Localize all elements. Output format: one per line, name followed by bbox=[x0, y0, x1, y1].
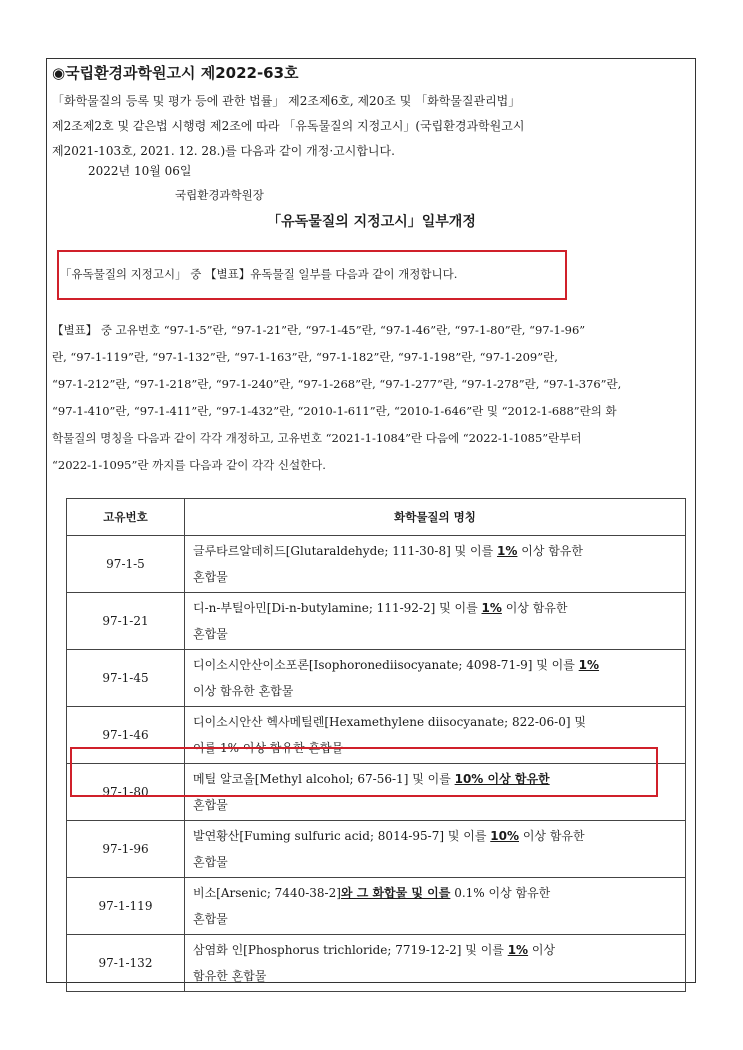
substance-code: 97-1-119 bbox=[67, 878, 185, 935]
name-line-2: 혼합물 bbox=[193, 627, 228, 641]
substance-name bbox=[185, 821, 686, 878]
name-emph: 1% bbox=[497, 544, 518, 558]
substance-name bbox=[185, 878, 686, 935]
name-pre: 메틸 알코올[Methyl alcohol; 67-56-1] 및 이를 bbox=[193, 772, 455, 786]
substance-name bbox=[185, 536, 686, 593]
substance-code: 97-1-21 bbox=[67, 593, 185, 650]
intro-line-1: 「화학물질의 등록 및 평가 등에 관한 법률」 제2조제6호, 제20조 및 「화학물질관리법」 bbox=[52, 94, 521, 108]
annex-line-6: “2022-1-1095”란 까지를 다음과 같이 각각 신설한다. bbox=[52, 458, 326, 472]
table-row bbox=[67, 650, 686, 707]
annex-line-4: “97-1-410”란, “97-1-411”란, “97-1-432”란, “2010-1-611”란, “2010-1-646”란 및 “2012-1-688”란의 화 bbox=[52, 404, 617, 418]
table-row bbox=[67, 935, 686, 992]
name-line-2: 함유한 혼합물 bbox=[193, 969, 267, 983]
name-emph: 1% bbox=[507, 943, 529, 957]
name-pre: 비소[Arsenic; 7440-38-2] bbox=[193, 886, 341, 900]
name-pre: 글루타르알데히드[Glutaraldehyde; 111-30-8] 및 이를 bbox=[193, 544, 498, 558]
name-emph: 와 그 화합물 및 이를 bbox=[340, 886, 451, 900]
table-row bbox=[67, 821, 686, 878]
name-line-2: 이를 1% 이상 함유한 혼합물 bbox=[193, 741, 344, 755]
substance-code: 97-1-45 bbox=[67, 650, 185, 707]
annex-line-5: 학물질의 명칭을 다음과 같이 각각 개정하고, 고유번호 “2021-1-1084”란 다음에 “2022-1-1085”란부터 bbox=[52, 431, 582, 445]
name-pre: 삼염화 인[Phosphorus trichloride; 7719-12-2] 및 이를 bbox=[193, 943, 508, 957]
table-row bbox=[67, 878, 686, 935]
header-code: 고유번호 bbox=[67, 499, 185, 536]
substance-name bbox=[185, 935, 686, 992]
substance-name bbox=[185, 650, 686, 707]
substance-code: 97-1-96 bbox=[67, 821, 185, 878]
name-post: 이상 bbox=[528, 943, 556, 957]
name-post: 이상 함유한 bbox=[517, 544, 583, 558]
annex-line-3: “97-1-212”란, “97-1-218”란, “97-1-240”란, “97-1-268”란, “97-1-277”란, “97-1-278”란, “97-1-376”란, bbox=[52, 377, 622, 391]
amendment-title: 「유독물질의 지정고시」일부개정 bbox=[267, 214, 476, 230]
name-post: 이상 함유한 bbox=[519, 829, 585, 843]
name-pre: 디이소시안산 헥사메틸렌[Hexamethylene diisocyanate; 822-06-0] 및 bbox=[193, 715, 586, 729]
amendment-summary: 「유독물질의 지정고시」 중 【별표】유독물질 일부를 다음과 같이 개정합니다. bbox=[60, 267, 458, 281]
table-header-row bbox=[67, 499, 686, 536]
substance-name bbox=[185, 593, 686, 650]
issuer: 국립환경과학원장 bbox=[175, 188, 264, 202]
table-row bbox=[67, 536, 686, 593]
name-pre: 디-n-부틸아민[Di-n-butylamine; 111-92-2] 및 이를 bbox=[193, 601, 482, 615]
notice-title: ◉국립환경과학원고시 제2022-63호 bbox=[52, 64, 299, 82]
name-line-2: 혼합물 bbox=[193, 912, 228, 926]
name-post: 이상 함유한 bbox=[501, 601, 568, 615]
name-emph: 1% bbox=[578, 658, 600, 672]
name-emph: 1% bbox=[481, 601, 502, 615]
name-line-2: 혼합물 bbox=[193, 855, 228, 869]
name-emph: 10% 이상 함유한 bbox=[454, 772, 550, 786]
substance-code: 97-1-5 bbox=[67, 536, 185, 593]
name-pre: 발연황산[Fuming sulfuric acid; 8014-95-7] 및 이를 bbox=[193, 829, 491, 843]
name-line-2: 이상 함유한 혼합물 bbox=[193, 684, 294, 698]
name-post: 0.1% 이상 함유한 bbox=[450, 886, 551, 900]
intro-line-3: 제2021-103호, 2021. 12. 28.)를 다음과 같이 개정·고시합니다. bbox=[52, 144, 395, 158]
name-line-2: 혼합물 bbox=[193, 570, 228, 584]
table-row bbox=[67, 593, 686, 650]
substance-code: 97-1-80 bbox=[67, 764, 185, 821]
substance-table bbox=[66, 498, 686, 992]
notice-date: 2022년 10월 06일 bbox=[88, 164, 192, 178]
name-pre: 디이소시안산이소포론[Isophoronediisocyanate; 4098-71-9] 및 이를 bbox=[193, 658, 579, 672]
intro-line-2: 제2조제2호 및 같은법 시행령 제2조에 따라 「유독물질의 지정고시」(국립환경과학원고시 bbox=[52, 119, 525, 133]
highlight-row-box bbox=[70, 747, 658, 797]
name-line-2: 혼합물 bbox=[193, 798, 228, 812]
annex-line-1: 【별표】 중 고유번호 “97-1-5”란, “97-1-21”란, “97-1-45”란, “97-1-46”란, “97-1-80”란, “97-1-96” bbox=[52, 323, 586, 337]
substance-code: 97-1-46 bbox=[67, 707, 185, 764]
header-name: 화학물질의 명칭 bbox=[185, 499, 686, 536]
name-emph: 10% bbox=[490, 829, 519, 843]
annex-line-2: 란, “97-1-119”란, “97-1-132”란, “97-1-163”란, “97-1-182”란, “97-1-198”란, “97-1-209”란, bbox=[52, 350, 558, 364]
substance-code: 97-1-132 bbox=[67, 935, 185, 992]
